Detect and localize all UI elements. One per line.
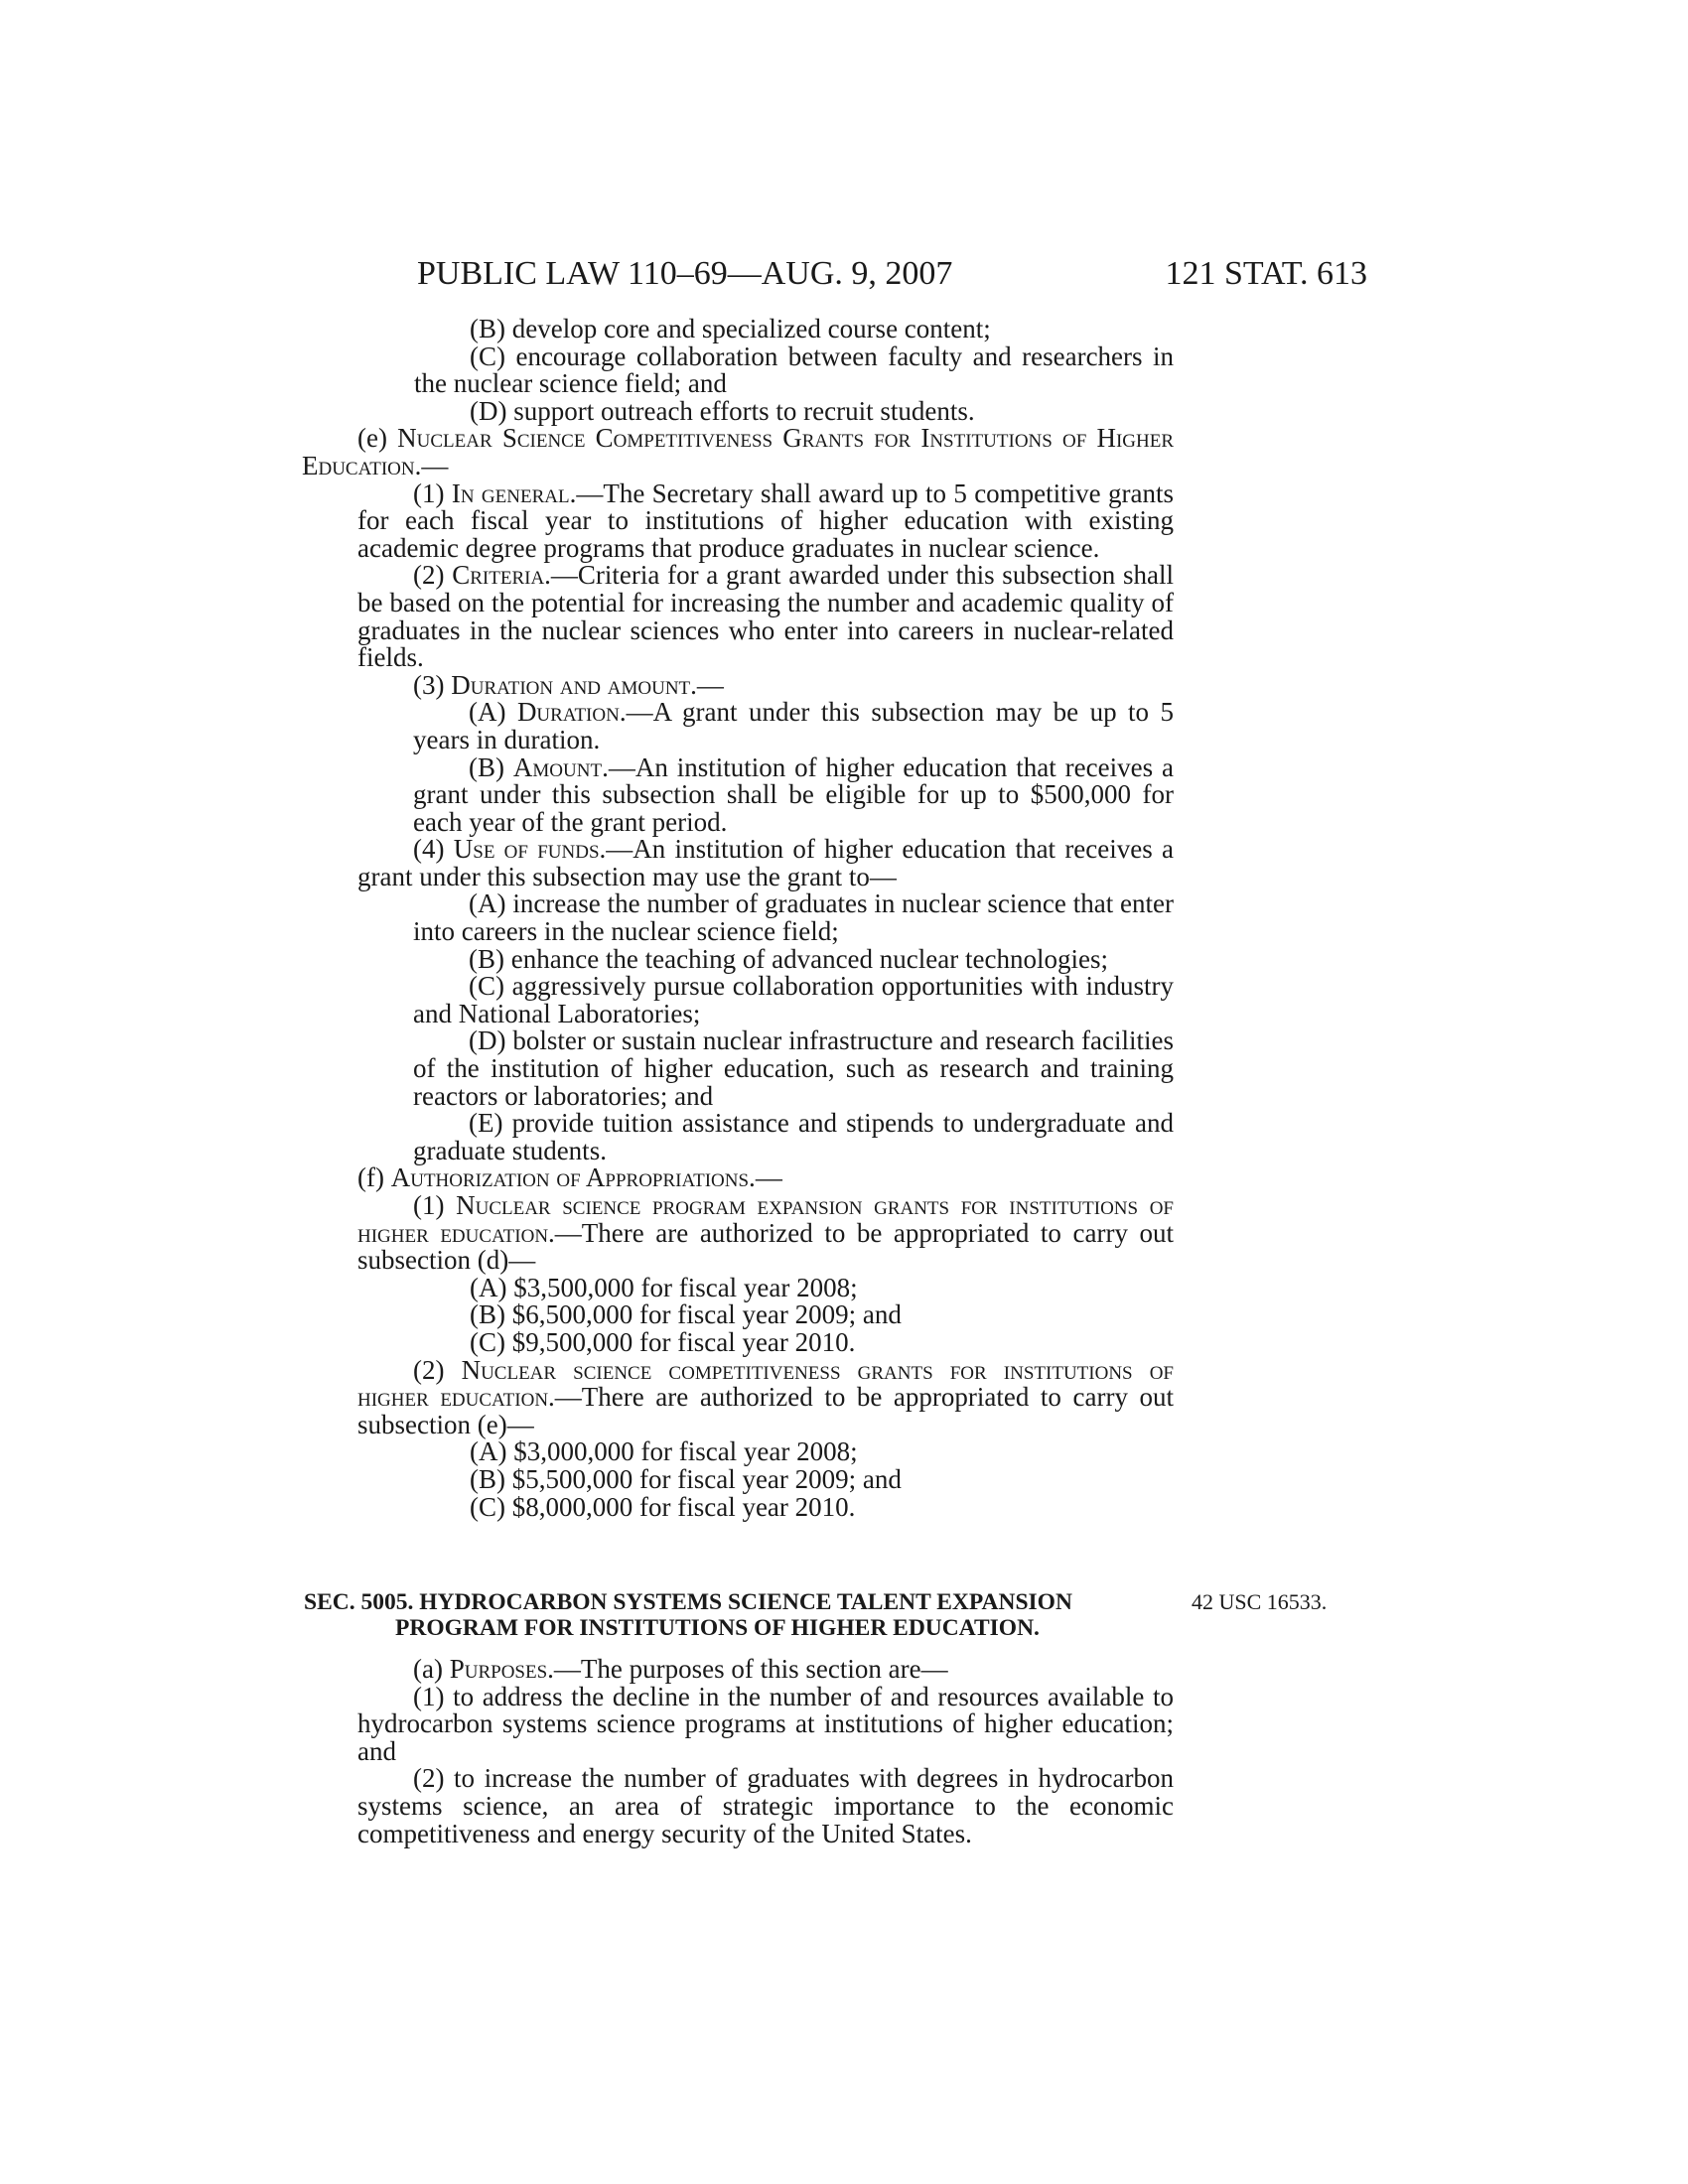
- subsection-f-heading: (f) Authorization of Appropriations.—: [357, 1162, 782, 1193]
- paragraph-e3: (3) Duration and amount.—: [413, 669, 724, 700]
- paragraph-e1: (1) In general.—The Secretary shall award up to 5 competitive grants for each fiscal year to institutions of higher education with existing academic degree programs that produce graduates in nuclear science.: [357, 478, 1174, 563]
- section-heading: [304, 1589, 1176, 1641]
- running-title: PUBLIC LAW 110–69—AUG. 9, 2007: [417, 255, 953, 292]
- clause-d-c: (C) encourage collaboration between faculty and researchers in the nuclear science field; and: [414, 341, 1175, 399]
- subparagraph-e4c: (C) aggressively pursue collaboration opportunities with industry and National Laboratories;: [413, 971, 1174, 1028]
- statute-text: [302, 314, 1175, 1522]
- amount-f1c: (C) $9,500,000 for fiscal year 2010.: [470, 1326, 856, 1357]
- amount-f1b: (B) $6,500,000 for fiscal year 2009; and: [470, 1299, 902, 1330]
- amount-f1a: (A) $3,500,000 for fiscal year 2008;: [470, 1272, 858, 1302]
- amount-f2b: (B) $5,500,000 for fiscal year 2009; and: [470, 1463, 902, 1494]
- paragraph-e4: (4) Use of funds.—An institution of higher education that receives a grant under this subsection may use the grant to—: [357, 834, 1174, 891]
- paragraph-a2: (2) to increase the number of graduates with degrees in hydrocarbon systems science, an area of strategic importance to the economic competitiveness and energy security of the United States.: [357, 1763, 1174, 1848]
- paragraph-f1: (1) Nuclear science program expansion grants for institutions of higher education.—There are authorized to be appropriated to carry out subsection (d)—: [357, 1190, 1175, 1276]
- amount-f2c: (C) $8,000,000 for fiscal year 2010.: [470, 1491, 856, 1522]
- subparagraph-e4b: (B) enhance the teaching of advanced nuclear technologies;: [469, 943, 1108, 974]
- paragraph-f2: (2) Nuclear science competitiveness grants for institutions of higher education.—There are authorized to be appropriated to carry out subsection (e)—: [357, 1354, 1175, 1439]
- subparagraph-e4e: (E) provide tuition assistance and stipends to undergraduate and graduate students.: [413, 1108, 1174, 1165]
- subparagraph-e4d: (D) bolster or sustain nuclear infrastructure and research facilities of the institution of higher education, such as research and training reactors or laboratories; and: [413, 1025, 1174, 1111]
- subparagraph-e4a: (A) increase the number of graduates in nuclear science that enter into careers in the nuclear science field;: [413, 888, 1174, 947]
- page-header: [0, 254, 1688, 294]
- subsection-e-heading: (e) Nuclear Science Competitiveness Grants for Institutions of Higher Education.—: [302, 423, 1175, 480]
- section-heading-line-1: SEC. 5005. HYDROCARBON SYSTEMS SCIENCE TALENT EXPANSION: [304, 1589, 1072, 1615]
- amount-f2a: (A) $3,000,000 for fiscal year 2008;: [470, 1436, 858, 1467]
- usc-citation: 42 USC 16533.: [1192, 1589, 1328, 1614]
- section-heading-line-2: PROGRAM FOR INSTITUTIONS OF HIGHER EDUCATION.: [395, 1615, 1040, 1641]
- clause-d-b: (B) develop core and specialized course content;: [470, 314, 991, 343]
- paragraph-e2: (2) Criteria.—Criteria for a grant awarded under this subsection shall be based on the potential for increasing the number and academic quality of graduates in the nuclear sciences who enter into careers in nuclear-related fields.: [357, 560, 1175, 673]
- clause-d-d: (D) support outreach efforts to recruit students.: [470, 395, 975, 426]
- subsection-a: (a) Purposes.—The purposes of this section are—: [413, 1654, 948, 1684]
- stat-page-number: 121 STAT. 613: [1165, 255, 1367, 292]
- section-5005-text: [357, 1656, 1174, 1847]
- subparagraph-e3b: (B) Amount.—An institution of higher education that receives a grant under this subsection shall be eligible for up to $500,000 for each year of the grant period.: [413, 751, 1175, 837]
- paragraph-a1: (1) to address the decline in the number of and resources available to hydrocarbon systems science programs at institutions of higher education; and: [357, 1681, 1174, 1766]
- subparagraph-e3a: (A) Duration.—A grant under this subsection may be up to 5 years in duration.: [413, 697, 1174, 754]
